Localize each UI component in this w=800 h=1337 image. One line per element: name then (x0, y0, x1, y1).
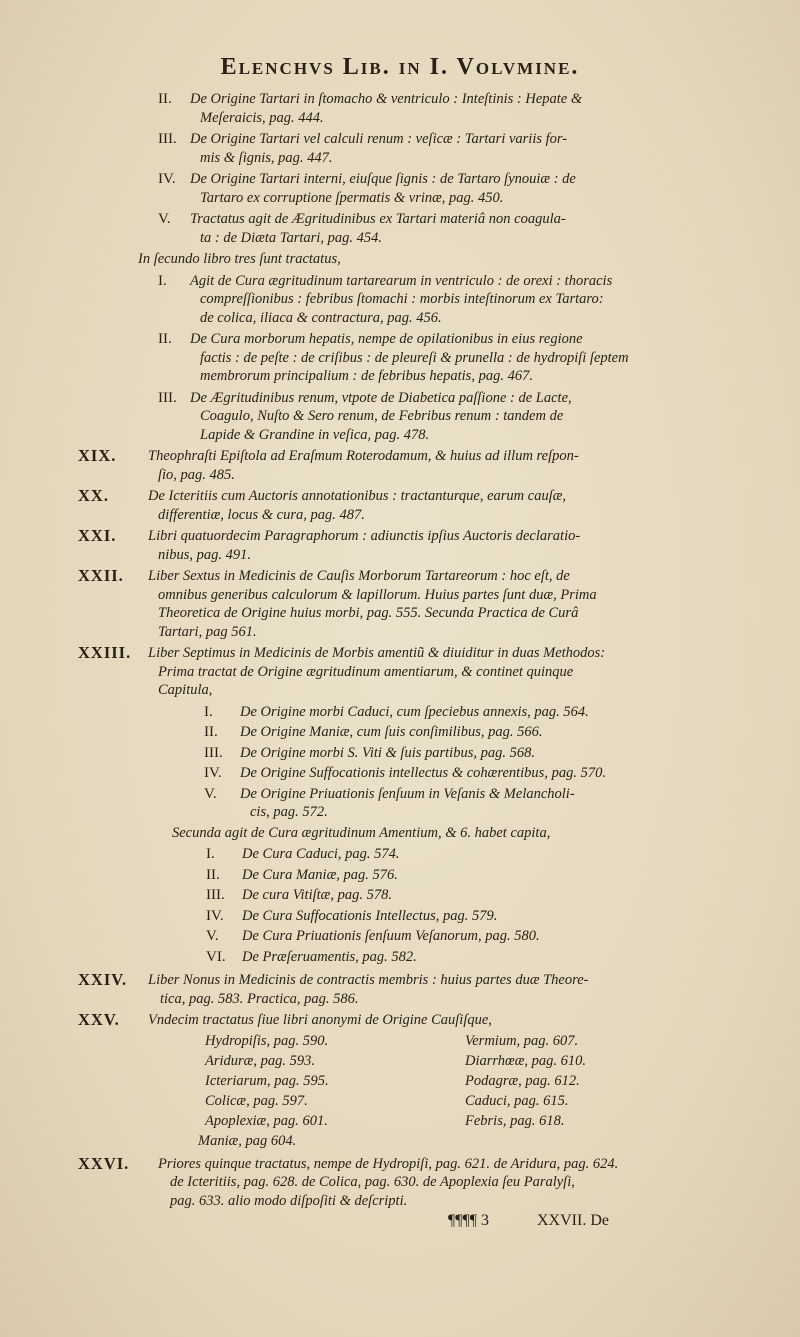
entry-line: De Ægritudinibus renum, vtpote de Diabetica paſſione : de Lacte, (190, 389, 572, 406)
chapter-number: II. (206, 866, 220, 883)
column-left-item: Icteriarum, pag. 595. (205, 1072, 329, 1089)
chapter-line: De Cura Caduci, pag. 574. (242, 846, 400, 862)
entry-line: factis : de peſte : de criſibus : de pleureſi & prunella : de hydropiſi ſeptem (200, 349, 629, 366)
entry-line: Vndecim tractatus ſiue libri anonymi de Origine Cauſiſque, (148, 1012, 492, 1028)
catchword: XXVII. De (537, 1212, 609, 1229)
entry-line: omnibus generibus calculorum & lapillorum. Huius partes ſunt duæ, Prima (158, 586, 597, 603)
chapter-line: De Origine morbi S. Viti & ſuis partibus, pag. 568. (240, 744, 535, 761)
entry-number: XXII. (78, 566, 124, 585)
chapter-line: De Origine morbi Caduci, cum ſpeciebus annexis, pag. 564. (240, 703, 589, 720)
chapter-number: V. (204, 785, 217, 802)
entry-line: Tractatus agit de Ægritudinibus ex Tartari materiâ non coagula- (190, 211, 566, 227)
page-footer (448, 1212, 609, 1230)
entry-line: Libri quatuordecim Paragraphorum : adiunctis ipſius Auctoris declaratio- (148, 528, 581, 544)
entry-number: XXIII. (78, 643, 132, 662)
entry-line: Tartari, pag 561. (158, 623, 257, 640)
entry-line: De Origine Tartari interni, eiuſque ſignis : de Tartaro ſynouiæ : de (190, 171, 576, 187)
entry-number: III. (158, 389, 177, 406)
entry-number: IV. (158, 171, 176, 187)
entry-line: de colica, iliaca & contractura, pag. 456. (200, 309, 442, 326)
column-right-item: Febris, pag. 618. (465, 1112, 565, 1129)
chapter-line: De Origine Priuationis ſenſuum in Veſanis & Melancholi- (240, 785, 575, 802)
entry-line: Liber Sextus in Medicinis de Cauſis Morborum Tartareorum : hoc eſt, de (148, 568, 570, 584)
chapter-line: De Præſeruamentis, pag. 582. (242, 948, 417, 965)
entry-line: ta : de Diæta Tartari, pag. 454. (200, 229, 382, 246)
column-left-item: Apoplexiæ, pag. 601. (205, 1112, 328, 1129)
entry-line: Meſeraicis, pag. 444. (200, 109, 324, 126)
chapter-number: I. (206, 846, 215, 862)
entry-line: Coagulo, Nuſto & Sero renum, de Febribus renum : tandem de (200, 408, 564, 424)
entry-line: Tartaro ex corruptione ſpermatis & vrinæ, pag. 450. (200, 189, 504, 206)
entry-number: XXI. (78, 526, 117, 545)
chapter-number: II. (204, 724, 218, 740)
entry-line: Prima tractat de Origine ægritudinum amentiarum, & continet quinque (158, 663, 574, 680)
chapter-line: De Origine Maniæ, cum ſuis conſimilibus, pag. 566. (240, 724, 543, 740)
entry-line: Theoretica de Origine huius morbi, pag. 555. Secunda Practica de Curâ (158, 605, 579, 621)
signature-mark: ¶¶¶¶ 3 (448, 1212, 489, 1229)
column-left-item: Maniæ, pag 604. (198, 1132, 297, 1149)
column-left-item: Colicæ, pag. 597. (205, 1092, 308, 1109)
chapter-number: III. (204, 744, 223, 761)
column-left-item: Ariduræ, pag. 593. (205, 1052, 315, 1069)
entry-number: V. (158, 211, 171, 227)
entry-line: De Origine Tartari vel calculi renum : veſicæ : Tartari variis for- (190, 131, 568, 147)
chapter-number: IV. (206, 907, 224, 924)
column-left-item: Hydropiſis, pag. 590. (205, 1032, 329, 1049)
entry-number: III. (158, 131, 177, 147)
column-right-item: Vermium, pag. 607. (465, 1032, 579, 1049)
chapter-number: I. (204, 703, 213, 720)
entry-number: XX. (78, 486, 109, 505)
entry-line: nibus, pag. 491. (158, 546, 252, 563)
entry-line: De Cura morborum hepatis, nempe de opilationibus in eius regione (190, 331, 583, 347)
page-header: Elenchvs Lib. in I. Volvmine. (220, 54, 580, 80)
entry-line: Priores quinque tractatus, nempe de Hydropiſi, pag. 621. de Aridura, pag. 624. (158, 1155, 619, 1172)
entry-line: De Icteritiis cum Auctoris annotationibus : tractanturque, earum cauſæ, (148, 488, 567, 504)
chapter-number: V. (206, 928, 219, 944)
entry-line: Liber Septimus in Medicinis de Morbis amentiũ & diuiditur in duas Methodos: (148, 645, 606, 661)
entry-line: de Icteritiis, pag. 628. de Colica, pag. 630. de Apoplexia ſeu Paralyſi, (170, 1174, 575, 1190)
entry-number: II. (158, 331, 172, 347)
entry-number: II. (158, 91, 172, 107)
chapter-line: De Cura Maniæ, pag. 576. (242, 866, 398, 883)
entry-line: pag. 633. alio modo diſpoſiti & deſcripti. (170, 1192, 408, 1209)
entry-line: Theophraſti Epiſtola ad Eraſmum Roterodamum, & huius ad illum reſpon- (148, 448, 579, 464)
chapter-line: De Cura Priuationis ſenſuum Veſanorum, pag. 580. (242, 928, 540, 944)
entry-number: XXV. (78, 1010, 120, 1029)
entry-line: tica, pag. 583. Practica, pag. 586. (160, 990, 359, 1007)
chapter-line: De Cura Suffocationis Intellectus, pag. 579. (242, 907, 498, 924)
entry-line: compreſſionibus : febribus ſtomachi : morbis inteſtinorum ex Tartaro: (200, 291, 604, 307)
chapter-line: De Origine Suffocationis intellectus & cohærentibus, pag. 570. (240, 765, 606, 781)
chapter-number: VI. (206, 948, 226, 965)
entry-line: membrorum principalium : de febribus hepatis, pag. 467. (200, 368, 533, 384)
chapter-number: IV. (204, 765, 222, 781)
entry-line: Liber Nonus in Medicinis de contractis membris : huius partes duæ Theore- (148, 972, 589, 988)
column-right-item: Caduci, pag. 615. (465, 1092, 569, 1109)
entry-number: I. (158, 272, 167, 289)
chapter-number: III. (206, 887, 225, 903)
chapter-line: De cura Vitiſtæ, pag. 578. (242, 887, 392, 903)
entry-line: Capitula, (158, 682, 213, 698)
column-right-item: Podagræ, pag. 612. (465, 1072, 580, 1089)
entry-line: Lapide & Grandine in veſica, pag. 478. (200, 426, 430, 443)
column-right-item: Diarrhœæ, pag. 610. (465, 1052, 586, 1069)
entry-line: De Origine Tartari in ſtomacho & ventriculo : Inteſtinis : Hepate & (190, 91, 583, 107)
secunda-line: Secunda agit de Cura ægritudinum Amentium, & 6. habet capita, (172, 824, 551, 841)
entry-line: mis & ſignis, pag. 447. (200, 149, 333, 166)
entry-number: XXVI. (78, 1153, 130, 1173)
entry-line: differentiæ, locus & cura, pag. 487. (158, 506, 365, 523)
entry-line: In ſecundo libro tres ſunt tractatus, (138, 251, 341, 267)
chapter-line: cis, pag. 572. (250, 804, 328, 820)
entry-number: XIX. (78, 446, 117, 465)
entry-line: Agit de Cura ægritudinum tartarearum in ventriculo : de orexi : thoracis (190, 272, 613, 289)
entry-number: XXIV. (78, 970, 128, 989)
entry-line: ſio, pag. 485. (158, 466, 235, 483)
